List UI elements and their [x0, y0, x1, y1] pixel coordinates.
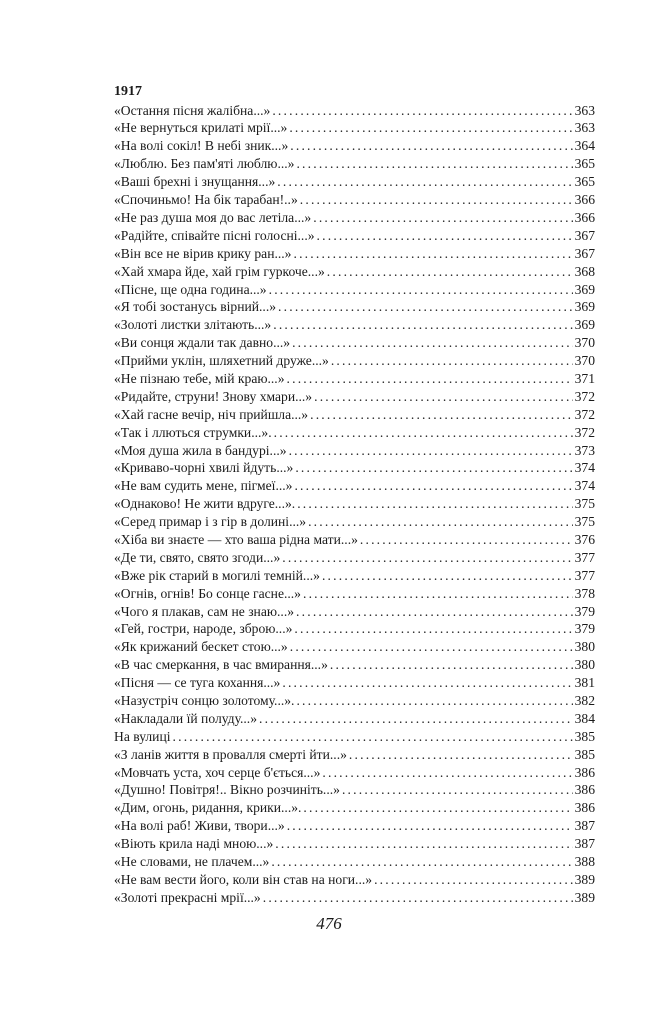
dot-leader — [282, 549, 572, 567]
toc-entry — [114, 835, 595, 853]
toc-entry-page-number: 386 — [574, 800, 595, 816]
toc-entry — [114, 674, 595, 692]
toc-entry-title: «Огнів, огнів! Бо сонце гасне...» — [114, 585, 301, 601]
toc-entry-page-number: 380 — [574, 639, 595, 655]
toc-entry — [114, 567, 595, 585]
toc-entry-title: «Накладали їй полуду...» — [114, 710, 258, 726]
toc-entry-title: «На волі раб! Живи, твори...» — [114, 818, 285, 834]
dot-leader — [278, 298, 573, 316]
toc-entry — [114, 781, 595, 799]
toc-entry — [114, 191, 595, 209]
toc-entry-title: «Прийми уклін, шляхетний друже...» — [114, 353, 329, 369]
toc-entry — [114, 281, 595, 299]
dot-leader — [303, 799, 572, 817]
toc-entry — [114, 424, 595, 442]
toc-entry — [114, 620, 595, 638]
toc-entry-title: «Пісне, ще одна година...» — [114, 281, 267, 297]
toc-entry — [114, 245, 595, 263]
dot-leader — [296, 603, 573, 621]
dot-leader — [342, 781, 573, 799]
toc-entry-page-number: 369 — [574, 281, 595, 297]
dot-leader — [271, 853, 572, 871]
toc-entry — [114, 603, 595, 621]
toc-entry-title: «Він все не вірив крику ран...» — [114, 245, 292, 261]
dot-leader — [287, 817, 573, 835]
toc-entry-page-number: 365 — [574, 174, 595, 190]
toc-entry-title: «Криваво-чорні хвилі йдуть...» — [114, 460, 294, 476]
toc-entry-title: «Серед примар і з гір в долині...» — [114, 514, 307, 530]
toc-entry-title: «Хай хмара йде, хай грім гуркоче...» — [114, 263, 325, 279]
toc-entry-page-number: 369 — [574, 317, 595, 333]
toc-entry-page-number: 381 — [574, 675, 595, 691]
dot-leader — [290, 137, 572, 155]
dot-leader — [259, 710, 573, 728]
dot-leader — [317, 227, 573, 245]
dot-leader — [308, 513, 573, 531]
toc-entry-title: «Не словами, не плачем...» — [114, 854, 270, 869]
toc-entry — [114, 746, 595, 764]
toc-entry — [114, 155, 595, 173]
toc-entry — [114, 889, 595, 907]
toc-entry-title: «Вже рік старий в могилі темній...» — [114, 567, 320, 583]
toc-entry — [114, 119, 595, 137]
dot-leader — [173, 728, 573, 746]
toc-entry — [114, 692, 595, 710]
dot-leader — [310, 406, 573, 424]
dot-leader — [297, 495, 572, 513]
toc-entry-title: «Пісня — се туга кохання...» — [114, 675, 281, 691]
dot-leader — [272, 102, 572, 120]
toc-entry-page-number: 363 — [574, 102, 595, 118]
dot-leader — [330, 656, 573, 674]
toc-entry — [114, 799, 595, 817]
toc-entry-title: «Не вам судить мене, пігмеї...» — [114, 478, 293, 494]
dot-leader — [290, 638, 573, 656]
toc-entry-title: «Не пізнаю тебе, мій краю...» — [114, 370, 285, 386]
dot-leader — [294, 620, 572, 638]
toc-entry — [114, 585, 595, 603]
toc-entry-title: «Остання пісня жалібна...» — [114, 102, 271, 118]
toc-entry-page-number: 384 — [574, 710, 595, 726]
toc-entry-page-number: 370 — [574, 335, 595, 351]
toc-entry — [114, 477, 595, 495]
toc-entry — [114, 459, 595, 477]
dot-leader — [322, 764, 572, 782]
toc-entry-page-number: 367 — [574, 245, 595, 261]
toc-entry — [114, 298, 595, 316]
toc-entry-page-number: 378 — [574, 585, 595, 601]
dot-leader — [296, 692, 572, 710]
dot-leader — [287, 370, 573, 388]
toc-entry-title: На вулиці — [114, 728, 171, 744]
dot-leader — [331, 352, 573, 370]
toc-entry-page-number: 366 — [574, 192, 595, 208]
toc-entry-page-number: 377 — [574, 567, 595, 583]
toc-entry-title: «З ланів життя в провалля смерті йти...» — [114, 746, 347, 762]
toc-entry-title: «Спочиньмо! На бік тарабан!..» — [114, 192, 298, 208]
toc-entry — [114, 495, 595, 513]
dot-leader — [293, 245, 572, 263]
dot-leader — [292, 334, 573, 352]
dot-leader — [289, 119, 572, 137]
dot-leader — [300, 191, 573, 209]
dot-leader — [296, 155, 572, 173]
toc-entry-title: «Ви сонця ждали так давно...» — [114, 335, 291, 351]
dot-leader — [289, 442, 573, 460]
dot-leader — [295, 459, 572, 477]
toc-entry — [114, 549, 595, 567]
toc-entry-title: «Дим, огонь, ридання, крики...». — [114, 800, 302, 816]
toc-entry-page-number: 375 — [574, 514, 595, 530]
toc-entry-title: «Золоті листки злітають...» — [114, 317, 272, 333]
toc-entry — [114, 406, 595, 424]
toc-entry-title: «Як крижаний бескет стою...» — [114, 639, 288, 655]
section-year-heading: 1917 — [114, 84, 142, 99]
toc-entry — [114, 173, 595, 191]
dot-leader — [273, 316, 572, 334]
toc-entry-page-number: 388 — [574, 854, 595, 869]
toc-entry-title: «Ридайте, струни! Знову хмари...» — [114, 388, 313, 404]
dot-leader — [282, 674, 572, 692]
toc-entry — [114, 728, 595, 746]
toc-entry-page-number: 368 — [574, 263, 595, 279]
toc-entry-page-number: 385 — [574, 728, 595, 744]
dot-leader — [374, 871, 573, 889]
dot-leader — [360, 531, 573, 549]
dot-leader — [275, 835, 572, 853]
toc-entry-page-number: 389 — [574, 889, 595, 905]
toc-entry-page-number: 379 — [574, 603, 595, 619]
toc-entry-title: «Моя душа жила в бандурі...» — [114, 442, 287, 458]
dot-leader — [303, 585, 573, 603]
toc-entry — [114, 710, 595, 728]
toc-entry-title: «Де ти, свято, свято згоди...» — [114, 549, 281, 565]
toc-entry-page-number: 380 — [574, 657, 595, 673]
toc-entry-page-number: 386 — [574, 764, 595, 780]
toc-entry — [114, 656, 595, 674]
toc-entry — [114, 638, 595, 656]
toc-entry-page-number: 376 — [574, 531, 595, 547]
toc-entry-page-number: 382 — [574, 692, 595, 708]
toc-entry-list — [114, 102, 595, 907]
toc-entry-title: «Люблю. Без пам'яті люблю...» — [114, 156, 295, 172]
dot-leader — [349, 746, 573, 764]
toc-entry-page-number: 379 — [574, 621, 595, 637]
toc-entry-page-number: 387 — [574, 836, 595, 852]
dot-leader — [274, 424, 573, 442]
toc-entry-page-number: 373 — [574, 442, 595, 458]
toc-entry-title: «Хіба ви знаєте — хто ваша рідна мати...» — [114, 531, 358, 547]
toc-entry — [114, 442, 595, 460]
toc-entry-page-number: 364 — [574, 138, 595, 154]
toc-entry-title: «Не вам вести його, коли він став на ноги...» — [114, 871, 373, 887]
toc-entry — [114, 263, 595, 281]
toc-entry-page-number: 365 — [574, 156, 595, 172]
dot-leader — [277, 173, 572, 191]
toc-entry-title: «Мовчать уста, хоч серце б'ється...» — [114, 764, 321, 780]
dot-leader — [314, 388, 573, 406]
toc-entry-page-number: 367 — [574, 227, 595, 243]
toc-entry-title: «Однаково! Не жити вдруге...». — [114, 496, 296, 512]
toc-entry — [114, 388, 595, 406]
toc-entry — [114, 764, 595, 782]
toc-entry-page-number: 374 — [574, 460, 595, 476]
toc-entry-page-number: 372 — [574, 424, 595, 440]
toc-entry — [114, 209, 595, 227]
toc-entry-title: «Віють крила наді мною...» — [114, 836, 274, 852]
toc-entry — [114, 531, 595, 549]
toc-entry — [114, 137, 595, 155]
toc-entry-page-number: 372 — [574, 406, 595, 422]
toc-entry-page-number: 374 — [574, 478, 595, 494]
toc-entry-title: «Ваші брехні і знущання...» — [114, 174, 276, 190]
toc-entry — [114, 334, 595, 352]
toc-entry — [114, 853, 595, 871]
toc-entry — [114, 102, 595, 120]
toc-entry-title: «На волі сокіл! В небі зник...» — [114, 138, 289, 154]
toc-entry-page-number: 377 — [574, 549, 595, 565]
table-of-contents — [114, 84, 595, 907]
toc-entry-page-number: 371 — [574, 370, 595, 386]
toc-entry-page-number: 370 — [574, 353, 595, 369]
toc-entry-title: «Радійте, співайте пісні голосні...» — [114, 227, 315, 243]
toc-entry — [114, 513, 595, 531]
dot-leader — [263, 889, 573, 907]
toc-entry-page-number: 389 — [574, 871, 595, 887]
toc-entry-title: «Чого я плакав, сам не знаю...» — [114, 603, 295, 619]
toc-entry-title: «Душно! Повітря!.. Вікно розчиніть...» — [114, 782, 340, 798]
toc-entry-page-number: 372 — [574, 388, 595, 404]
toc-entry-title: «Хай гасне вечір, ніч прийшла...» — [114, 406, 309, 422]
toc-entry-page-number: 366 — [574, 209, 595, 225]
toc-entry-title: «Не раз душа моя до вас летіла...» — [114, 209, 312, 225]
toc-entry — [114, 227, 595, 245]
toc-entry-title: «Гей, гостри, народе, зброю...» — [114, 621, 293, 637]
toc-entry — [114, 316, 595, 334]
dot-leader — [313, 209, 572, 227]
toc-entry — [114, 871, 595, 889]
toc-entry — [114, 817, 595, 835]
dot-leader — [327, 263, 573, 281]
toc-entry-title: «В час смеркання, в час вмирання...» — [114, 657, 328, 673]
dot-leader — [294, 477, 572, 495]
toc-entry-page-number: 387 — [574, 818, 595, 834]
toc-entry-page-number: 369 — [574, 299, 595, 315]
toc-entry — [114, 352, 595, 370]
toc-entry-title: «Назустріч сонцю золотому...». — [114, 692, 295, 708]
toc-entry-page-number: 386 — [574, 782, 595, 798]
toc-entry-title: «Так і ллються струмки...». — [114, 424, 272, 440]
toc-entry — [114, 370, 595, 388]
toc-entry-title: «Не вернуться крилаті мрії...» — [114, 120, 288, 136]
toc-entry-title: «Я тобі зостанусь вірний...» — [114, 299, 277, 315]
toc-entry-page-number: 385 — [574, 746, 595, 762]
page-number: 476 — [316, 914, 342, 933]
toc-entry-page-number: 375 — [574, 496, 595, 512]
dot-leader — [269, 281, 573, 299]
toc-entry-title: «Золоті прекрасні мрії...» — [114, 889, 261, 905]
dot-leader — [322, 567, 573, 585]
toc-entry-page-number: 363 — [574, 120, 595, 136]
